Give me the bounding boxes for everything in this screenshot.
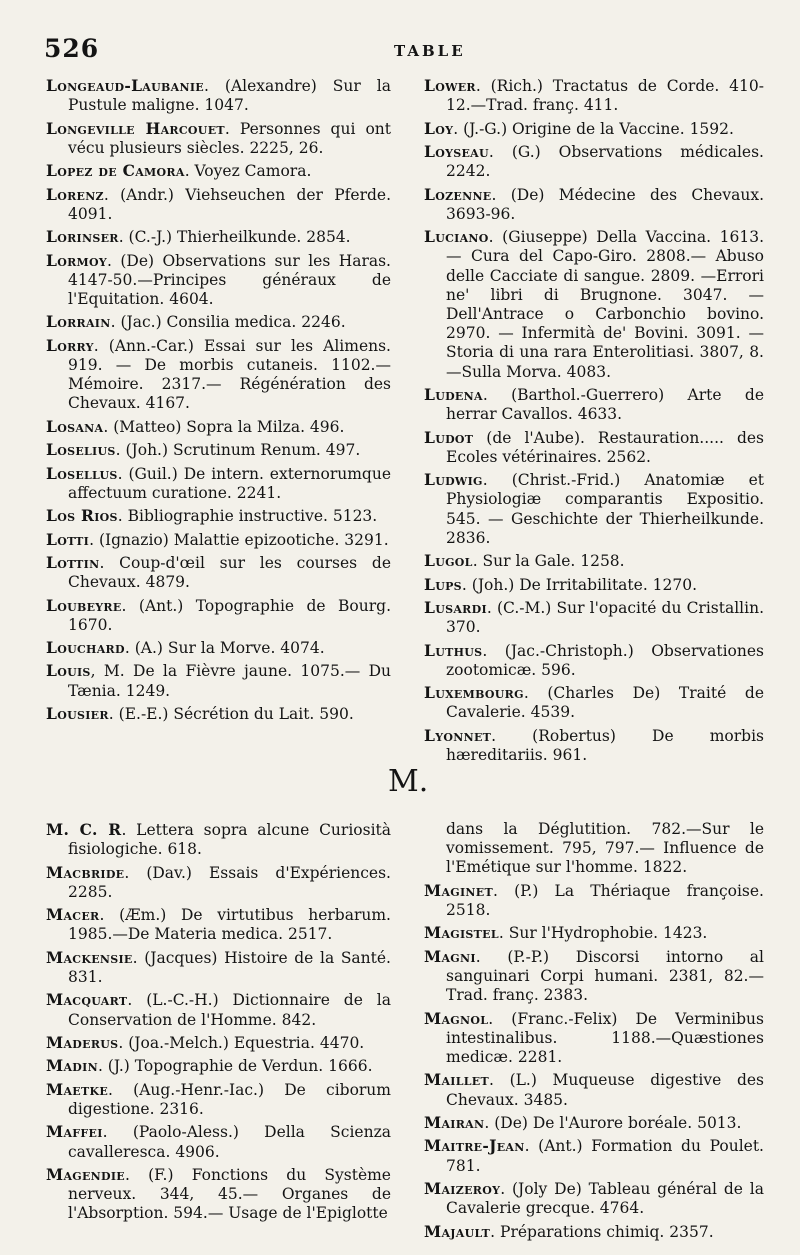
entry-author: Lups: [424, 574, 462, 594]
index-column-right: [424, 820, 764, 1245]
entry-author: Lyonnet: [424, 725, 492, 745]
entry-author: Loubeyre: [46, 595, 122, 615]
entry-author: Louis: [46, 661, 91, 681]
entry-author: Magistel: [424, 923, 499, 943]
entry-author: Lorrain: [46, 312, 111, 332]
index-entry: [46, 905, 391, 944]
index-entry: [46, 76, 391, 115]
index-entry: [424, 428, 764, 467]
index-entry: [46, 336, 391, 414]
entry-author: Lottin: [46, 552, 100, 572]
entry-author: Macquart: [46, 990, 128, 1010]
index-entry: [46, 227, 391, 247]
entry-author: Lugol: [424, 551, 473, 571]
entry-author: Lormoy: [46, 250, 108, 270]
entry-author: Majault: [424, 1221, 491, 1241]
entry-author: Lusardi: [424, 597, 487, 617]
index-entry: [424, 881, 764, 920]
entry-text: . Coup-d'œil sur les courses de Chevaux. 4879.: [68, 553, 391, 592]
index-entry: [46, 185, 391, 224]
entry-text: . Personnes qui ont vécu plusieurs siècles. 2225, 26.: [68, 119, 391, 157]
entry-author: Maizeroy: [424, 1178, 501, 1198]
entry-author: Maffei: [46, 1122, 103, 1142]
entry-text: . (Andr.) Viehseuchen der Pferde. 4091.: [68, 185, 391, 223]
index-entry: [424, 575, 764, 595]
entry-text: . (Rich.) Tractatus de Corde. 410-12.—Trad. franç. 411.: [446, 77, 764, 115]
entry-author: Loyseau: [424, 141, 489, 161]
index-entry-continuation: dans la Déglutition. 782.—Sur le vomissement. 795, 797.— Influence de l'Emétique sur l'homme. 1822.: [446, 820, 764, 877]
entry-text: . (P.-P.) Discorsi intorno al sanguinari Corpi humani. 2381, 82.— Trad. franç. 2383.: [446, 947, 764, 1005]
entry-text: . (Christ.-Frid.) Anatomiæ et Physiologiæ comparantis Expositio. 545. — Geschichte der Thierheilkunde. 2836.: [446, 471, 764, 547]
index-entry: [424, 1179, 764, 1218]
entry-author: Lousier: [46, 704, 109, 724]
entry-author: Maderus: [46, 1032, 119, 1052]
entry-author: Mairan: [424, 1112, 485, 1132]
entry-text: . (J.-G.) Origine de la Vaccine. 1592.: [453, 119, 734, 138]
entry-author: Lozenne: [424, 184, 492, 204]
index-entry: [46, 596, 391, 635]
entry-author: M. C. R: [46, 820, 122, 839]
entry-text: . (Ignazio) Malattie epizootiche. 3291.: [89, 530, 389, 549]
entry-text: . (Franc.-Felix) De Verminibus intestinalibus. 1188.—Quæstiones medicæ. 2281.: [446, 1009, 764, 1066]
entry-author: Losellus: [46, 463, 118, 483]
entry-text: . (Ann.-Car.) Essai sur les Alimens. 919. — De morbis cutaneis. 1102.—Mémoire. 2317.— Régénération des Chevaux. 4167.: [68, 336, 391, 413]
index-entry: [424, 470, 764, 548]
entry-author: Losana: [46, 416, 104, 436]
entry-text: . (Charles De) Traité de Cavalerie. 4539.: [446, 684, 764, 722]
entry-text: . (P.) La Thériaque françoise. 2518.: [446, 881, 764, 919]
index-entry: [46, 506, 391, 526]
entry-text: . (E.-E.) Sécrétion du Lait. 590.: [108, 705, 354, 724]
index-entry: [46, 251, 391, 310]
entry-author: Magendie: [46, 1164, 125, 1184]
running-title: TABLE: [394, 42, 466, 60]
entry-author: Macer: [46, 905, 100, 925]
entry-author: Maitre-Jean: [424, 1136, 525, 1156]
entry-author: Ludwig: [424, 470, 483, 490]
entry-text: . (Joly De) Tableau général de la Cavalerie grecque. 4764.: [446, 1179, 764, 1218]
entry-text: . (Joh.) Scrutinum Renum. 497.: [115, 441, 361, 460]
entry-author: Lorry: [46, 335, 94, 355]
entry-text: (de l'Aube). Restauration..... des Ecoles vétérinaires. 2562.: [446, 428, 764, 466]
index-entry: [46, 440, 391, 460]
entry-text: . (Joa.-Melch.) Equestria. 4470.: [118, 1033, 365, 1052]
entry-author: Longeaud-Laubanie: [46, 76, 204, 95]
index-entry: [424, 1009, 764, 1068]
page-header: [44, 30, 770, 70]
entry-author: Magni: [424, 946, 476, 966]
entry-text: . (Alexandre) Sur la Pustule maligne. 1047.: [68, 77, 391, 115]
entry-author: Luthus: [424, 640, 483, 660]
entry-text: . (Guil.) De intern. externorumque affectuum curatione. 2241.: [68, 464, 391, 502]
index-entry: [46, 638, 391, 658]
entry-text: . (Robertus) De morbis hæreditariis. 961.: [446, 726, 764, 764]
index-entry: [424, 142, 764, 181]
entry-text: . (Barthol.-Guerrero) Arte de herrar Cavallos. 4633.: [446, 385, 764, 424]
entry-text: . Bibliographie instructive. 5123.: [117, 507, 378, 526]
index-entry: [46, 161, 391, 181]
entry-text: . (L.) Muqueuse digestive des Chevaux. 3485.: [446, 1071, 764, 1109]
entry-author: Maillet: [424, 1070, 489, 1090]
index-entry: [424, 76, 764, 115]
entry-author: Lorenz: [46, 184, 104, 204]
entry-author: Louchard: [46, 638, 125, 658]
entry-author: Lotti: [46, 529, 90, 549]
entry-text: . (J.) Topographie de Verdun. 1666.: [97, 1057, 373, 1076]
index-entry: [424, 227, 764, 382]
entry-author: Loy: [424, 118, 454, 138]
index-column-right: [424, 76, 764, 768]
entry-author: Loselius: [46, 440, 116, 460]
entry-text: . Voyez Camora.: [184, 162, 312, 181]
index-entry: [46, 661, 391, 700]
index-entry: [424, 641, 764, 680]
index-entry: [424, 598, 764, 637]
entry-text: . (L.-C.-H.) Dictionnaire de la Conservation de l'Homme. 842.: [68, 991, 391, 1029]
entry-text: . (Jac.) Consilia medica. 2246.: [110, 313, 346, 332]
entry-text: . (A.) Sur la Morve. 4074.: [124, 639, 325, 658]
index-entry: [46, 1080, 391, 1119]
index-entry: [424, 1222, 764, 1242]
index-entry: [424, 1136, 764, 1175]
entry-text: . (De) Médecine des Chevaux. 3693-96.: [446, 185, 764, 223]
entry-author: Mackensie: [46, 947, 133, 967]
entry-text: . (Ant.) Topographie de Bourg. 1670.: [68, 596, 391, 634]
entry-text: . Lettera sopra alcune Curiosità fisiologiche. 618.: [68, 821, 391, 859]
entry-author: Los Rios: [46, 506, 118, 526]
index-entry: [424, 119, 764, 139]
index-entry: [424, 385, 764, 424]
entry-text: , M. De la Fièvre jaune. 1075.— Du Tænia. 1249.: [68, 662, 391, 700]
entry-text: . (Matteo) Sopra la Milza. 496.: [103, 417, 345, 436]
index-entry: [46, 1165, 391, 1224]
entry-author: Macbride: [46, 862, 125, 882]
index-column-left: [46, 820, 391, 1227]
index-entry: [424, 551, 764, 571]
entry-author: Maginet: [424, 880, 493, 900]
index-entry: [46, 1122, 391, 1161]
index-entry: [424, 683, 764, 722]
entry-text: . Sur l'Hydrophobie. 1423.: [498, 924, 708, 943]
entry-text: . (C.-M.) Sur l'opacité du Cristallin. 370.: [446, 598, 764, 637]
entry-text: . (C.-J.) Thierheilkunde. 2854.: [118, 228, 351, 247]
page-number: 526: [44, 34, 100, 63]
index-entry: [424, 185, 764, 224]
entry-text: . (De) De l'Aurore boréale. 5013.: [484, 1113, 742, 1132]
entry-text: . (G.) Observations médicales. 2242.: [446, 142, 764, 181]
index-entry: [424, 726, 764, 765]
index-entry: [46, 530, 391, 550]
index-entry: [46, 1056, 391, 1076]
index-entry: [46, 119, 391, 158]
entry-text: . (Jacques) Histoire de la Santé. 831.: [68, 948, 391, 986]
entry-text: . (Aug.-Henr.-Iac.) De ciborum digestione. 2316.: [68, 1080, 391, 1118]
index-entry: [46, 863, 391, 902]
entry-author: Maetke: [46, 1079, 109, 1099]
index-entry: [46, 990, 391, 1029]
index-entry: [46, 704, 391, 724]
index-entry: [46, 417, 391, 437]
entry-author: Lower: [424, 76, 476, 95]
index-column-left: [46, 76, 391, 727]
entry-author: Luciano: [424, 227, 489, 247]
entry-text: . (Dav.) Essais d'Expériences. 2285.: [68, 863, 391, 901]
entry-text: . (Ant.) Formation du Poulet. 781.: [446, 1137, 764, 1175]
entry-text: . (Paolo-Aless.) Della Scienza cavalleresca. 4906.: [68, 1123, 391, 1161]
entry-text: . Sur la Gale. 1258.: [472, 552, 625, 571]
index-entry: [424, 1070, 764, 1109]
index-entry: [424, 923, 764, 943]
entry-author: Longeville Harcouet: [46, 118, 225, 138]
entry-text: . Préparations chimiq. 2357.: [490, 1222, 714, 1241]
entry-text: . (Jac.-Christoph.) Observationes zootomicæ. 596.: [446, 641, 764, 679]
entry-text: . (F.) Fonctions du Système nerveux. 344, 45.— Organes de l'Absorption. 594.— Usage de l'Epiglotte: [68, 1165, 391, 1223]
index-entry: [424, 947, 764, 1006]
index-entry: [46, 820, 391, 859]
entry-author: Ludot: [424, 427, 474, 447]
entry-author: Lorinser: [46, 227, 119, 247]
section-heading-m: M.: [388, 764, 429, 799]
index-entry: [46, 464, 391, 503]
entry-text: . (De) Observations sur les Haras. 4147-50.—Principes généraux de l'Equitation. 4604.: [68, 251, 391, 308]
entry-text: . (Joh.) De Irritabilitate. 1270.: [461, 575, 698, 594]
entry-author: Ludena: [424, 384, 483, 404]
index-entry: [46, 948, 391, 987]
index-entry: [46, 1033, 391, 1053]
entry-author: Madin: [46, 1056, 98, 1076]
entry-author: Magnol: [424, 1008, 489, 1028]
index-entry: [46, 553, 391, 592]
entry-text: . (Æm.) De virtutibus herbarum. 1985.—De Materia medica. 2517.: [68, 906, 391, 944]
index-entry: [46, 312, 391, 332]
index-entry: [424, 1113, 764, 1133]
entry-text: . (Giuseppe) Della Vaccina. 1613.— Cura del Capo-Giro. 2808.— Abuso delle Cacciate di sangue. 2809. —Errori ne' libri di Brugnone. 3047. —Dell'Antrace o Carbonchio bovino. 2970. — Infermità de' Bovini. 3091. — Storia di una rara Enterolitiasi. 3807, 8.—Sulla Morva. 4083.: [446, 228, 764, 381]
entry-author: Luxembourg: [424, 683, 524, 703]
entry-author: Lopez de Camora: [46, 161, 185, 181]
